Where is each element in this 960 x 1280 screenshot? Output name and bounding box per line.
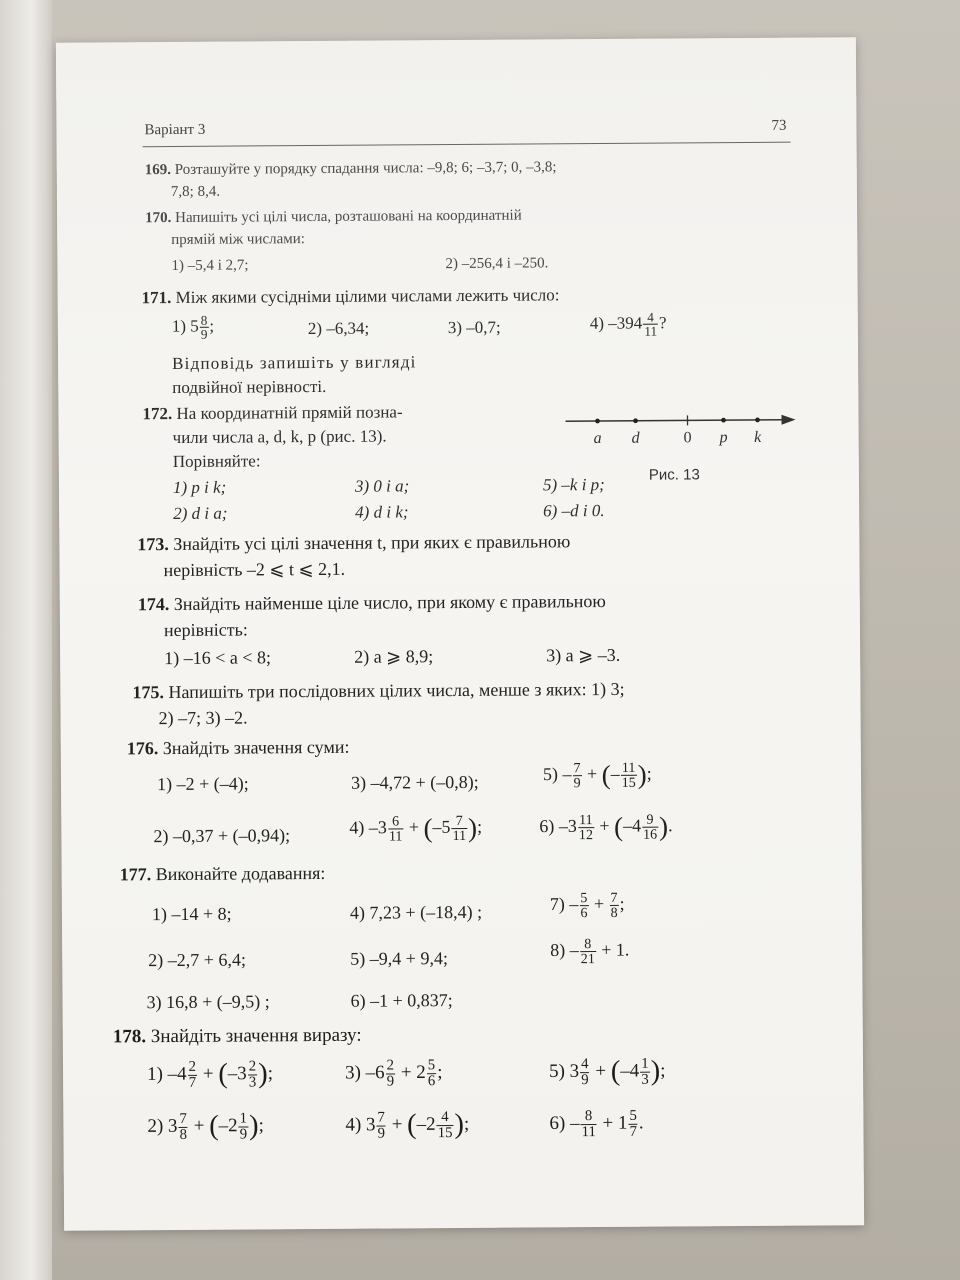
problem-176-item6: 6) –3 $\frac{11}{12}$ + (–4 $\frac{9}{16}$ ). [539, 811, 673, 844]
number-line-arrow [781, 415, 795, 425]
problem-177-item1: 1) –14 + 8; [151, 903, 232, 925]
fraction: $\frac{4}{11}$ [644, 309, 658, 339]
problem-178-item5: 5) 3 $\frac{4}{9}$ + (–4 $\frac{1}{3}$ ); [548, 1055, 666, 1088]
problem-169-line2: 7,8; 8,4. [170, 183, 221, 201]
fraction: $\frac{8}{21}$ [580, 936, 595, 968]
problem-176-item3: 3) –4,72 + (–0,8); [350, 771, 479, 793]
number-line-label-k: k [754, 428, 762, 446]
figure-caption: Рис. 13 [648, 466, 700, 484]
fraction: $\frac{7}{8}$ [610, 889, 618, 922]
problem-177-item2: 2) –2,7 + 6,4; [148, 949, 246, 971]
problem-172-item4: 4) d і k; [355, 502, 409, 522]
fraction: $\frac{5}{7}$ [629, 1107, 638, 1140]
problem-174-line1: 174. Знайдіть найменше ціле число, при якому є правильною [137, 590, 606, 615]
number-line-label-p: p [719, 429, 728, 447]
problem-171-line1: 171. Між якими сусідніми цілими числами лежить число: [141, 285, 560, 308]
problem-178-item2: 2) 3 $\frac{7}{8}$ + (–2 $\frac{1}{9}$ ); [147, 1110, 264, 1143]
problem-175-line1: 175. Напишіть три послідовних цілих числа, менше з яких: 1) 3; [132, 678, 625, 703]
problem-170-line1: 170. Напишіть усі цілі числа, розташовані на координатній [145, 207, 522, 227]
fraction: $\frac{4}{9}$ [581, 1056, 589, 1088]
fraction: $\frac{7}{9}$ [573, 760, 581, 792]
problem-171-item2: 2) –6,34; [307, 318, 370, 339]
problem-172-item1: 1) p і k; [172, 477, 227, 498]
fraction: $\frac{1}{3}$ [641, 1055, 649, 1088]
fraction: $\frac{8}{11}$ [581, 1108, 596, 1140]
problem-177-item6: 6) –1 + 0,837; [350, 990, 453, 1011]
running-header [144, 117, 787, 139]
problem-172-line1: 172. На координатній прямій позна- [142, 402, 403, 424]
problem-176-item2: 2) –0,37 + (–0,94); [153, 825, 291, 847]
number-line-label-zero: 0 [683, 429, 692, 447]
fraction: $\frac{1}{9}$ [239, 1110, 248, 1143]
problem-171-item3: 3) –0,7; [447, 317, 501, 338]
problem-174-item1: 1) –16 < a < 8; [164, 647, 272, 669]
problem-172-item6: 6) –d і 0. [543, 500, 605, 521]
fraction: $\frac{2}{9}$ [386, 1057, 395, 1090]
problem-172-line3: Порівняйте: [172, 451, 261, 472]
number-line-point-k [755, 418, 760, 423]
fraction: $\frac{11}{12}$ [578, 812, 593, 844]
problem-171-item4: 4) –394 $\frac{4}{11}$ ? [589, 309, 667, 339]
fraction: $\frac{11}{15}$ [621, 759, 636, 791]
problem-176-item5: 5) – $\frac{7}{9}$ + (– $\frac{11}{15}$ ); [542, 759, 652, 792]
problem-173-line2: нерівність –2 ⩽ t ⩽ 2,1. [163, 558, 346, 581]
problem-176-item4: 4) –3 $\frac{6}{11}$ + (–5 $\frac{7}{11}$ ); [349, 812, 483, 845]
number-line-label-d: d [631, 429, 640, 447]
number-line-point-a [595, 419, 600, 424]
problem-174-line2: нерівність: [163, 619, 248, 641]
page-number: 73 [771, 117, 787, 134]
variant-title: Варіант 3 [144, 121, 206, 139]
book-page [56, 37, 864, 1231]
problem-174-item2: 2) a ⩾ 8,9; [354, 646, 434, 667]
problem-172-item5: 5) –k і p; [542, 474, 605, 495]
problem-176-line1: 176. Знайдіть значення суми: [126, 736, 350, 759]
header-rule [143, 142, 791, 148]
fraction: $\frac{2}{3}$ [248, 1058, 257, 1091]
fraction: $\frac{4}{15}$ [437, 1109, 453, 1141]
fraction: $\frac{5}{6}$ [580, 890, 588, 922]
problem-177-line1: 177. Виконайте додавання: [119, 862, 326, 885]
problem-175-line2: 2) –7; 3) –2. [158, 707, 248, 729]
fraction: $\frac{5}{6}$ [427, 1057, 436, 1090]
fraction: $\frac{7}{9}$ [377, 1109, 386, 1142]
number-line-point-p [721, 418, 726, 423]
problem-177-item5: 5) –9,4 + 9,4; [350, 948, 448, 969]
problem-174-item3: 3) a ⩾ –3. [546, 644, 621, 666]
problem-177-item7: 7) – $\frac{5}{6}$ + $\frac{7}{8}$ ; [549, 889, 625, 922]
problem-172-item2: 2) d і a; [173, 503, 228, 523]
problem-169-line1: 169. Розташуйте у порядку спадання числа: –9,8; 6; –3,7; 0, –3,8; [144, 159, 557, 179]
problem-170-item2: 2) –256,4 і –250. [445, 255, 549, 273]
problem-171-note2: подвійної нерівності. [172, 376, 327, 398]
problem-171-note1: Відповідь запишіть у вигляді [172, 352, 417, 374]
number-line-point-d [633, 418, 638, 423]
problem-177-item3: 3) 16,8 + (–9,5) ; [146, 991, 270, 1013]
problem-172-line2: чили числа a, d, k, p (рис. 13). [172, 426, 387, 448]
problem-178-item4: 4) 3 $\frac{7}{9}$ + (–2 $\frac{4}{15}$ ); [345, 1108, 470, 1142]
problem-170-item1: 1) –5,4 і 2,7; [171, 257, 249, 275]
problem-178-item3: 3) –6 $\frac{2}{9}$ + 2 $\frac{5}{6}$ ; [344, 1057, 443, 1090]
number-line-figure [563, 410, 803, 468]
fraction: $\frac{7}{8}$ [179, 1110, 188, 1143]
problem-177-item4: 4) 7,23 + (–18,4) ; [349, 901, 483, 923]
fraction: $\frac{8}{9}$ [200, 312, 208, 343]
problem-173-line1: 173. Знайдіть усі цілі значення t, при яких є правильною [137, 531, 571, 555]
fraction: $\frac{2}{7}$ [188, 1058, 197, 1091]
fraction: $\frac{6}{11}$ [388, 813, 403, 845]
fraction: $\frac{9}{16}$ [643, 811, 658, 843]
problem-171-item1: 1) 5 $\frac{8}{9}$ ; [171, 312, 215, 343]
number-line-label-a: a [593, 430, 602, 448]
problem-178-item1: 1) –4 $\frac{2}{7}$ + (–3 $\frac{2}{3}$ ); [146, 1058, 274, 1091]
adjacent-page-edge [0, 0, 52, 1280]
fraction: $\frac{7}{11}$ [452, 812, 467, 845]
problem-176-item1: 1) –2 + (–4); [156, 773, 249, 795]
problem-172-item3: 3) 0 і a; [354, 476, 410, 496]
problem-178-item6: 6) – $\frac{8}{11}$ + 1 $\frac{5}{7}$ . [549, 1107, 644, 1140]
problem-177-item8: 8) – $\frac{8}{21}$ + 1. [550, 936, 630, 968]
problem-178-line1: 178. Знайдіть значення виразу: [112, 1024, 362, 1048]
problem-170-line2: прямій між числами: [171, 231, 305, 249]
